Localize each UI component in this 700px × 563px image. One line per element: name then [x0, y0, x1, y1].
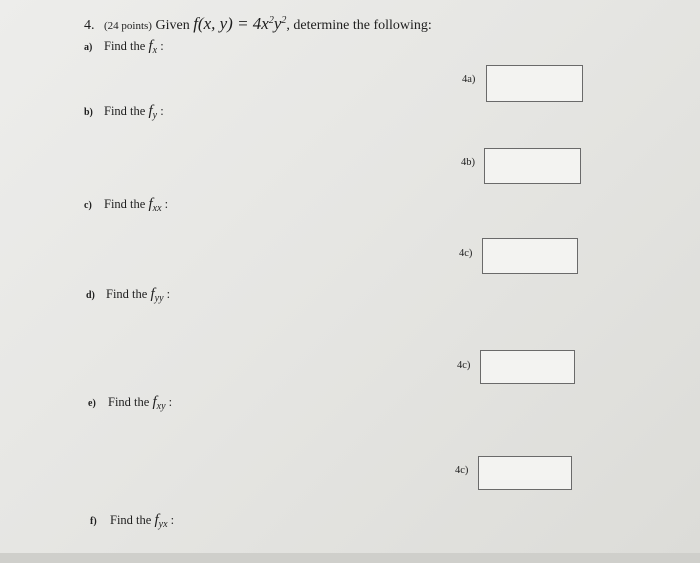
part-b: b) Find the $f_y$ :: [84, 103, 164, 121]
answer-box-4c[interactable]: [482, 238, 578, 274]
question-number: 4.: [84, 18, 95, 33]
answer-label-4d: 4c): [457, 360, 471, 371]
answer-box-4d[interactable]: [480, 350, 575, 384]
part-f: f) Find the $f_{yx}$ :: [90, 512, 175, 530]
question-intro: Given: [155, 18, 190, 33]
answer-label-4a: 4a): [462, 74, 476, 85]
part-d: d) Find the $f_{yy}$ :: [86, 286, 171, 304]
question-points: (24 points): [104, 20, 152, 32]
answer-box-4a[interactable]: [486, 65, 583, 102]
question-header: [84, 14, 432, 34]
page-bottom-edge: [0, 553, 700, 563]
question-tail: , determine the following:: [286, 18, 432, 33]
answer-label-4e: 4c): [455, 465, 469, 476]
part-a: a) Find the $f_x$ :: [84, 38, 164, 56]
answer-label-4c: 4c): [459, 248, 473, 259]
function-expression: f(x, $y) = 4x^2y^2$: [193, 14, 287, 33]
part-e: e) Find the $f_{xy}$ :: [88, 394, 173, 412]
answer-label-4b: 4b): [461, 157, 475, 168]
answer-box-4e[interactable]: [478, 456, 572, 490]
part-c: c) Find the $f_{xx}$ :: [84, 196, 169, 214]
answer-box-4b[interactable]: [484, 148, 581, 184]
